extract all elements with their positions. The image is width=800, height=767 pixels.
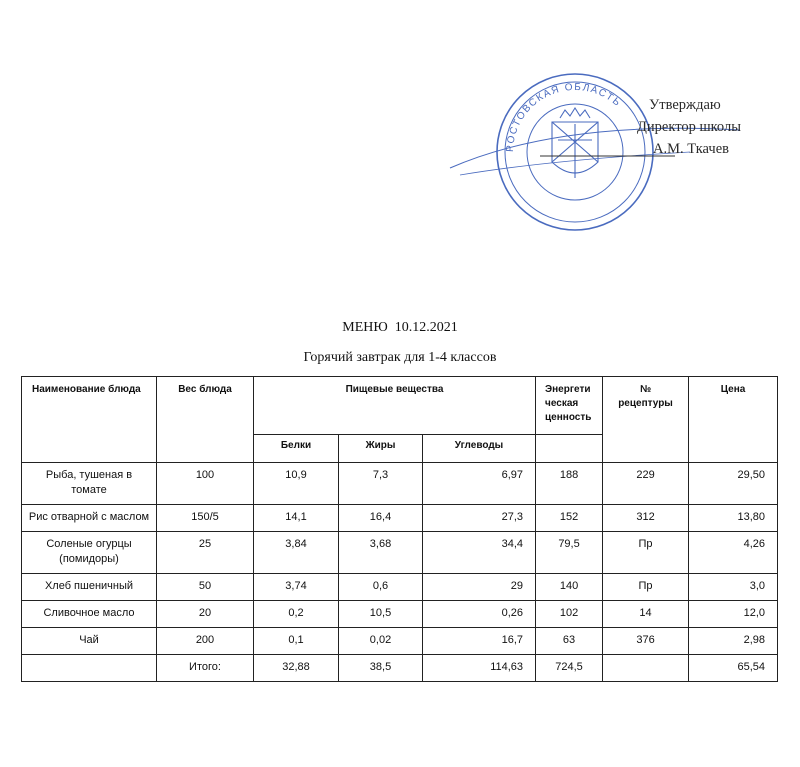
table-row <box>22 601 778 628</box>
menu-title: МЕНЮ 10.12.2021 <box>342 320 458 335</box>
dish-weight: 50 <box>157 574 254 601</box>
dish-proteins: 3,84 <box>254 532 339 574</box>
dish-recipe: 312 <box>603 505 689 532</box>
header-energy-line: ценность <box>545 412 592 423</box>
total-price: 65,54 <box>689 655 778 682</box>
dish-proteins: 0,2 <box>254 601 339 628</box>
header-energy-empty <box>536 435 603 463</box>
total-label: Итого: <box>157 655 254 682</box>
total-recipe-empty <box>603 655 689 682</box>
dish-fats: 3,68 <box>339 532 423 574</box>
table-row <box>22 463 778 505</box>
dish-name-line: Рис отварной с маслом <box>28 511 150 523</box>
dish-carbs: 29 <box>423 574 536 601</box>
header-weight: Вес блюда <box>157 377 254 463</box>
header-recipe <box>603 377 689 463</box>
approval-line-approve: Утверждаю <box>649 97 721 113</box>
dish-name-line: Соленые огурцы <box>46 538 132 550</box>
dish-fats: 7,3 <box>339 463 423 505</box>
dish-proteins: 0,1 <box>254 628 339 655</box>
dish-price: 2,98 <box>689 628 778 655</box>
dish-name-line: томате <box>71 484 107 496</box>
dish-weight: 200 <box>157 628 254 655</box>
header-recipe-line: рецептуры <box>618 398 673 409</box>
stamp-lettering: РОСТОВСКАЯ ОБЛАСТЬ <box>504 81 624 153</box>
header-carbs: Углеводы <box>423 435 536 463</box>
dish-name <box>22 532 157 574</box>
total-carbs: 114,63 <box>423 655 536 682</box>
total-empty-cell <box>22 655 157 682</box>
header-energy-line: Энергети <box>545 384 591 395</box>
header-price: Цена <box>689 377 778 463</box>
header-row <box>22 377 778 435</box>
dish-price: 12,0 <box>689 601 778 628</box>
dish-energy: 63 <box>536 628 603 655</box>
dish-carbs: 0,26 <box>423 601 536 628</box>
dish-name-line: Чай <box>79 634 99 646</box>
dish-carbs: 34,4 <box>423 532 536 574</box>
dish-energy: 140 <box>536 574 603 601</box>
dish-name-line: (помидоры) <box>59 553 119 565</box>
table-row <box>22 505 778 532</box>
dish-name <box>22 505 157 532</box>
dish-fats: 16,4 <box>339 505 423 532</box>
dish-name <box>22 601 157 628</box>
dish-recipe: Пр <box>603 532 689 574</box>
table-row <box>22 532 778 574</box>
header-fats: Жиры <box>339 435 423 463</box>
dish-recipe: 14 <box>603 601 689 628</box>
dish-proteins: 3,74 <box>254 574 339 601</box>
total-energy: 724,5 <box>536 655 603 682</box>
dish-carbs: 16,7 <box>423 628 536 655</box>
dish-name <box>22 463 157 505</box>
dish-carbs: 6,97 <box>423 463 536 505</box>
dish-fats: 0,02 <box>339 628 423 655</box>
table-row <box>22 574 778 601</box>
dish-name <box>22 574 157 601</box>
total-fats: 38,5 <box>339 655 423 682</box>
table-row <box>22 628 778 655</box>
dish-fats: 10,5 <box>339 601 423 628</box>
approval-line-name: А.М. Ткачев <box>653 141 729 157</box>
header-dish-name: Наименование блюда <box>22 377 157 463</box>
header-recipe-line: № <box>639 384 652 395</box>
dish-name-line: Хлеб пшеничный <box>44 580 134 592</box>
dish-recipe: 376 <box>603 628 689 655</box>
header-nutrients: Пищевые вещества <box>254 377 536 435</box>
dish-recipe: 229 <box>603 463 689 505</box>
dish-name-line: Рыба, тушеная в <box>45 469 133 481</box>
total-proteins: 32,88 <box>254 655 339 682</box>
dish-fats: 0,6 <box>339 574 423 601</box>
header-energy <box>536 377 603 435</box>
dish-price: 4,26 <box>689 532 778 574</box>
menu-subtitle: Горячий завтрак для 1-4 классов <box>303 350 497 365</box>
svg-text:РОСТОВСКАЯ ОБЛАСТЬ <box>505 82 623 152</box>
dish-recipe: Пр <box>603 574 689 601</box>
dish-energy: 102 <box>536 601 603 628</box>
dish-energy: 79,5 <box>536 532 603 574</box>
header-proteins: Белки <box>254 435 339 463</box>
dish-energy: 152 <box>536 505 603 532</box>
approval-text <box>633 94 741 160</box>
dish-name <box>22 628 157 655</box>
menu-table <box>21 376 778 682</box>
dish-price: 3,0 <box>689 574 778 601</box>
dish-weight: 25 <box>157 532 254 574</box>
dish-carbs: 27,3 <box>423 505 536 532</box>
header-energy-line: ческая <box>545 398 579 409</box>
approval-line-position: Директор школы <box>637 119 741 135</box>
dish-price: 29,50 <box>689 463 778 505</box>
dish-weight: 150/5 <box>157 505 254 532</box>
dish-proteins: 10,9 <box>254 463 339 505</box>
approval-block <box>440 60 770 240</box>
dish-weight: 100 <box>157 463 254 505</box>
total-row <box>22 655 778 682</box>
dish-energy: 188 <box>536 463 603 505</box>
dish-proteins: 14,1 <box>254 505 339 532</box>
dish-weight: 20 <box>157 601 254 628</box>
dish-name-line: Сливочное масло <box>43 607 135 619</box>
dish-price: 13,80 <box>689 505 778 532</box>
